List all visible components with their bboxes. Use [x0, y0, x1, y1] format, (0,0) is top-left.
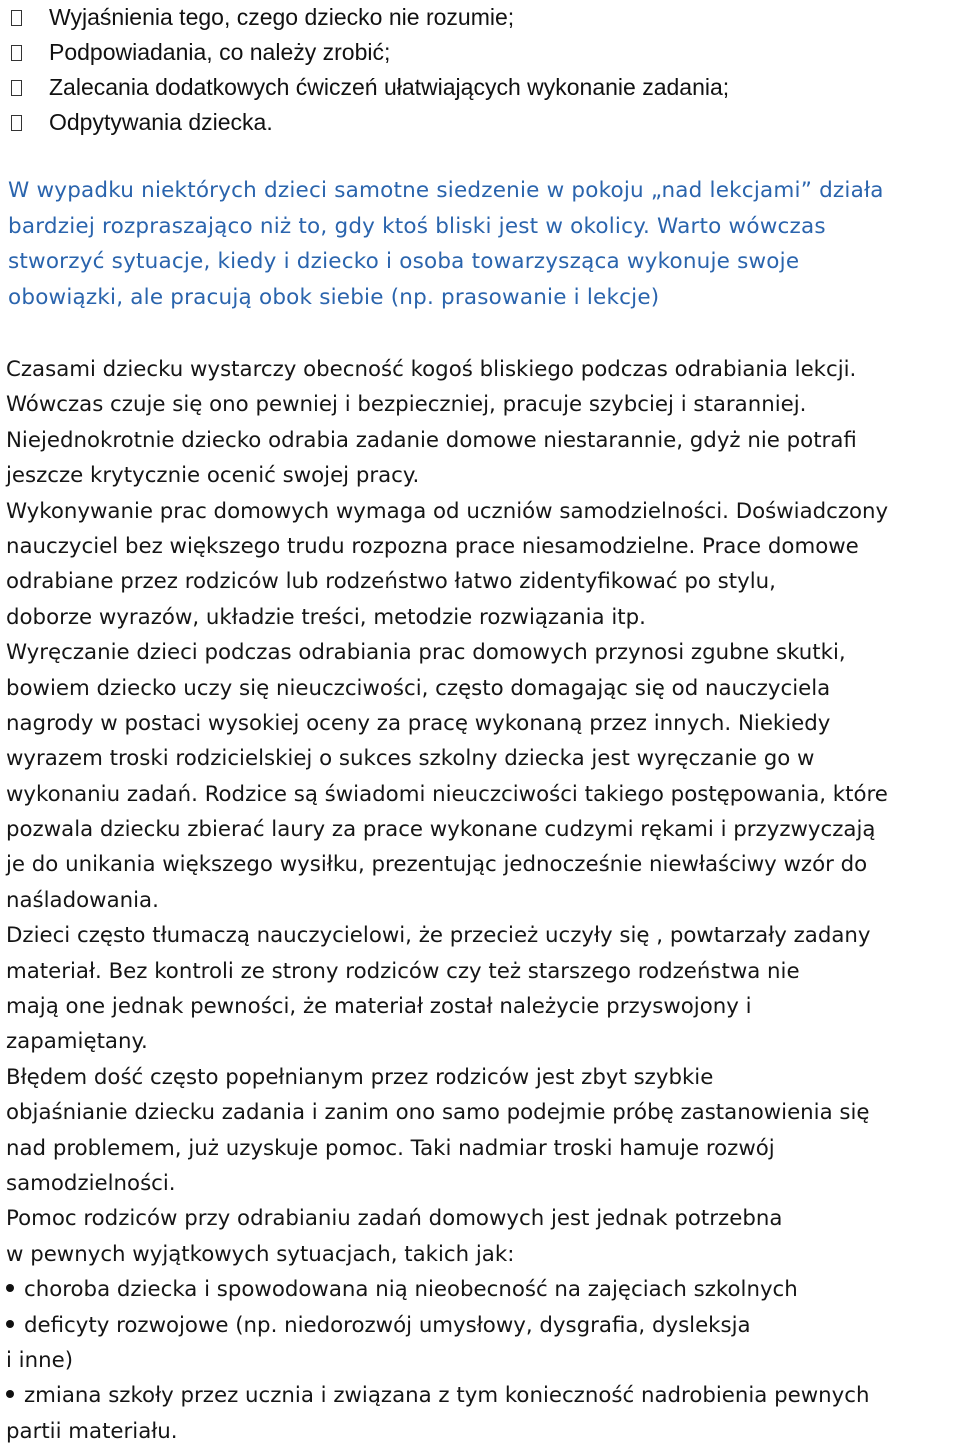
text-line: Błędem dość często popełnianym przez rodziców jest zbyt szybkie: [6, 1064, 714, 1090]
text-line: zapamiętany.: [6, 1029, 148, 1055]
bullet-item-text: choroba dziecka i spowodowana nią nieobecność na zajęciach szkolnych: [24, 1277, 798, 1303]
text-line: Dzieci często tłumaczą nauczycielowi, że przecież uczyły się , powtarzały zadany: [6, 923, 871, 949]
text-line: Niejednokrotnie dziecko odrabia zadanie domowe niestarannie, gdyż nie potrafi: [6, 427, 857, 453]
text-line: Czasami dziecku wystarczy obecność kogoś bliskiego podczas odrabiania lekcji.: [6, 357, 857, 382]
list-item: [8, 0, 729, 35]
text-line: nad problemem, już uzyskuje pomoc. Taki nadmiar troski hamuje rozwój: [6, 1135, 775, 1161]
text-line: Wykonywanie prac domowych wymaga od uczniów samodzielności. Doświadczony: [6, 498, 889, 524]
text-line: jeszcze krytycznie ocenić swojej pracy.: [6, 463, 420, 489]
bullet-dot-icon: [6, 1320, 14, 1328]
list-item: [8, 70, 729, 105]
bullet-item-text: deficyty rozwojowe (np. niedorozwój umysłowy, dysgrafia, dysleksja: [24, 1312, 751, 1338]
text-line: doborze wyrazów, układzie treści, metodzie rozwiązania itp.: [6, 604, 646, 630]
text-line: Wówczas czuje się ono pewniej i bezpieczniej, pracuje szybciej i staranniej.: [6, 392, 807, 418]
text-line: je do unikania większego wysiłku, prezentując jednocześnie niewłaściwy wzór do: [6, 852, 868, 878]
text-line: nauczyciel bez większego trudu rozpozna prace niesamodzielne. Prace domowe: [6, 533, 859, 559]
bullet-item-continuation: i inne): [6, 1347, 74, 1373]
text-line: bowiem dziecko uczy się nieuczciwości, często domagając się od nauczyciela: [6, 675, 831, 701]
text-line: naśladowania.: [6, 887, 159, 913]
list-item: [8, 105, 729, 140]
text-line: Wyręczanie dzieci podczas odrabiania prac domowych przynosi zgubne skutki,: [6, 640, 846, 666]
missing-glyph-bullet-icon: [11, 45, 22, 61]
paragraph-line: W wypadku niektórych dzieci samotne siedzenie w pokoju „nad lekcjami” działa: [8, 178, 884, 203]
bullet-dot-icon: [6, 1390, 14, 1398]
list-item-text: Zalecania dodatkowych ćwiczeń ułatwiających wykonanie zadania;: [49, 74, 730, 100]
bullet-item: [6, 1272, 956, 1307]
text-line: pozwala dziecku zbierać laury za prace wykonane cudzymi rękami i przyzwyczają: [6, 817, 876, 843]
paragraph-line: stworzyć sytuacje, kiedy i dziecko i osoba towarzysząca wykonuje swoje: [8, 249, 800, 274]
bullet-item-continuation: partii materiału.: [6, 1418, 178, 1444]
missing-glyph-bullet-icon: [11, 10, 22, 26]
text-line: nagrody w postaci wysokiej oceny za pracę wykonaną przez innych. Niekiedy: [6, 710, 831, 736]
text-line: wyrazem troski rodzicielskiej o sukces szkolny dziecka jest wyręczanie go w: [6, 746, 815, 772]
list-item-text: Odpytywania dziecka.: [49, 109, 273, 135]
list-item-text: Podpowiadania, co należy zrobić;: [49, 39, 391, 65]
highlighted-paragraph: [8, 173, 953, 315]
text-line: w pewnych wyjątkowych sytuacjach, takich jak:: [6, 1241, 515, 1267]
text-line: samodzielności.: [6, 1170, 176, 1196]
text-line: objaśnianie dziecku zadania i zanim ono samo podejmie próbę zastanowienia się: [6, 1100, 870, 1126]
bullet-item: [6, 1378, 956, 1413]
text-line: materiał. Bez kontroli ze strony rodziców czy też starszego rodzeństwa nie: [6, 958, 800, 984]
paragraph-line: bardziej rozpraszająco niż to, gdy ktoś bliski jest w okolicy. Warto wówczas: [8, 213, 826, 239]
text-line: wykonaniu zadań. Rodzice są świadomi nieuczciwości takiego postępowania, które: [6, 781, 888, 807]
list-item-text: Wyjaśnienia tego, czego dziecko nie rozumie;: [49, 4, 515, 30]
bullet-dot-icon: [6, 1284, 14, 1292]
missing-glyph-bullet-icon: [11, 115, 22, 131]
bullet-item-text: zmiana szkoły przez ucznia i związana z tym konieczność nadrobienia pewnych: [24, 1383, 870, 1409]
text-line: Pomoc rodziców przy odrabianiu zadań domowych jest jednak potrzebna: [6, 1206, 783, 1232]
list-item: [8, 35, 729, 70]
text-line: mają one jednak pewności, że materiał został należycie przyswojony i: [6, 994, 752, 1020]
top-bullet-list: [8, 0, 729, 140]
bullet-item: [6, 1308, 956, 1343]
missing-glyph-bullet-icon: [11, 80, 22, 96]
text-line: odrabiane przez rodziców lub rodzeństwo łatwo zidentyfikować po stylu,: [6, 569, 776, 595]
body-text: [6, 352, 956, 1449]
paragraph-line: obowiązki, ale pracują obok siebie (np. prasowanie i lekcje): [8, 284, 660, 310]
